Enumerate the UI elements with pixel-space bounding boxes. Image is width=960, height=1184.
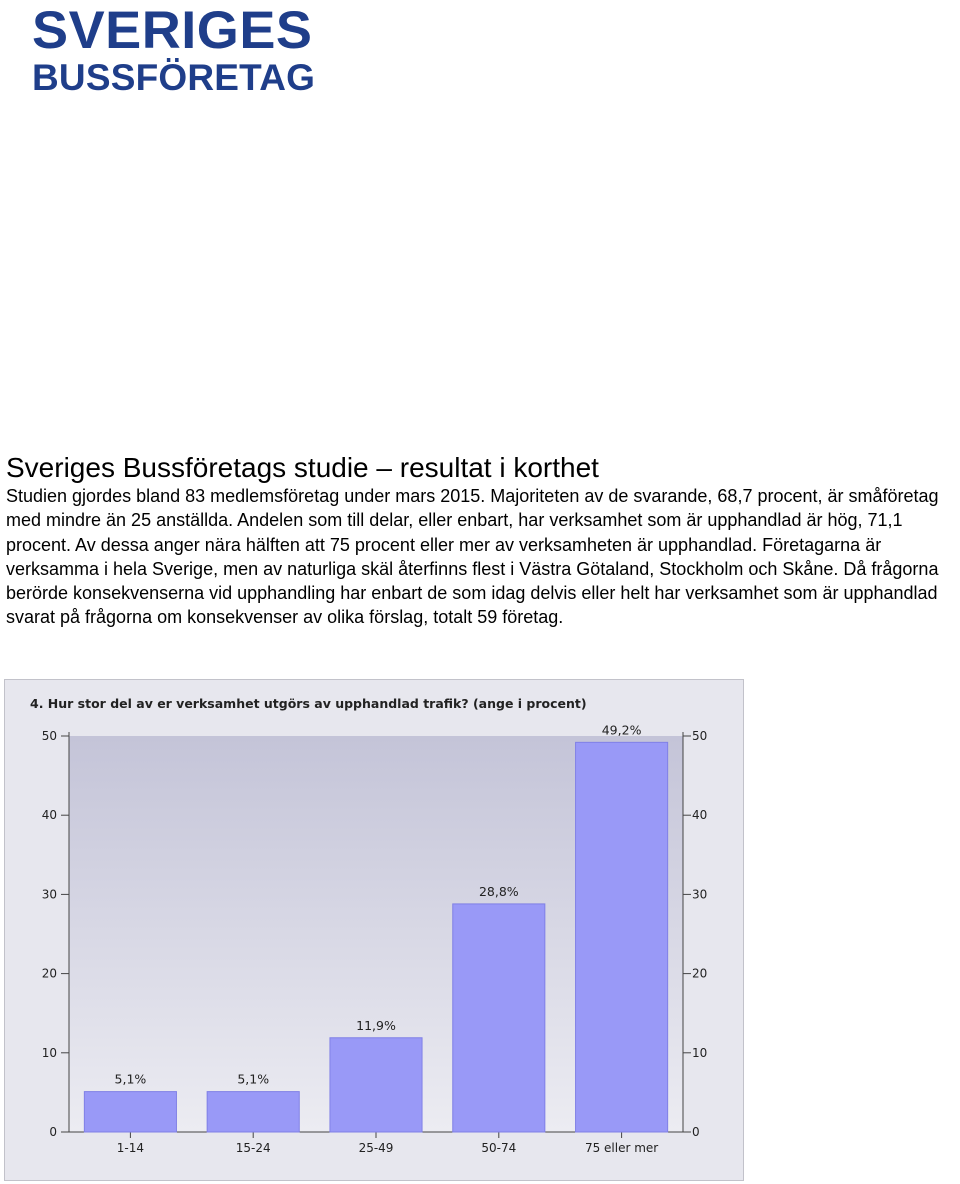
y-tick-label-right: 20 (692, 966, 708, 981)
sveriges-bussforetag-logo (32, 1, 316, 98)
x-tick-label: 1-14 (116, 1141, 145, 1155)
y-tick-label-left: 30 (41, 887, 57, 902)
y-tick-label-right: 50 (692, 729, 708, 743)
x-tick-label: 75 eller mer (584, 1141, 659, 1155)
logo-line-1: SVERIGES (32, 1, 313, 60)
data-label: 49,2% (601, 722, 642, 738)
page-title: Sveriges Bussföretags studie – resultat i korthet (6, 452, 599, 483)
data-label: 5,1% (237, 1071, 270, 1087)
bar (330, 1038, 422, 1132)
bar (84, 1092, 176, 1132)
bar (207, 1092, 299, 1132)
y-tick-label-left: 0 (49, 1125, 57, 1139)
y-tick-label-right: 40 (692, 808, 708, 823)
summary-paragraph: Studien gjordes bland 83 medlemsföretag under mars 2015. Majoriteten av de svarande, 68,7 procent, är småföretag med mindre än 25 anställda. Andelen som till delar, eller enbart, har verksamhet som är upphandlad är hög, 71,1 procent. Av dessa anger nära hälften att 75 procent eller mer av verksamheten är upphandlad. Företagarna är verksamma i hela Sverige, men av naturliga skäl återfinns flest i Västra Götaland, Stockholm och Skåne. Då frågorna berörde konsekvenserna vid upphandling har enbart de som idag delvis eller helt har verksamhet som är upphandlad svarat på frågorna om konsekvenser av olika förslag, totalt 59 företag. (6, 486, 939, 628)
logo-line-2: BUSSFÖRETAG (32, 57, 316, 98)
chart-title: 4. Hur stor del av er verksamhet utgörs av upphandlad trafik? (ange i procent) (30, 696, 587, 711)
y-tick-label-left: 10 (41, 1045, 57, 1060)
bar (453, 904, 545, 1132)
y-tick-label-left: 40 (41, 808, 57, 823)
x-tick-label: 15-24 (235, 1141, 271, 1155)
data-label: 5,1% (114, 1071, 147, 1087)
y-tick-label-left: 20 (41, 966, 57, 981)
chart-panel (4, 679, 744, 1181)
x-tick-label: 25-49 (358, 1141, 394, 1155)
y-tick-label-right: 0 (692, 1125, 700, 1139)
bar-chart (5, 680, 745, 1182)
data-label: 11,9% (356, 1017, 396, 1033)
y-tick-label-right: 30 (692, 887, 708, 902)
x-tick-label: 50-74 (481, 1141, 517, 1155)
bar (576, 742, 668, 1132)
y-tick-label-left: 50 (41, 729, 57, 743)
y-tick-label-right: 10 (692, 1045, 708, 1060)
data-label: 28,8% (478, 883, 519, 899)
